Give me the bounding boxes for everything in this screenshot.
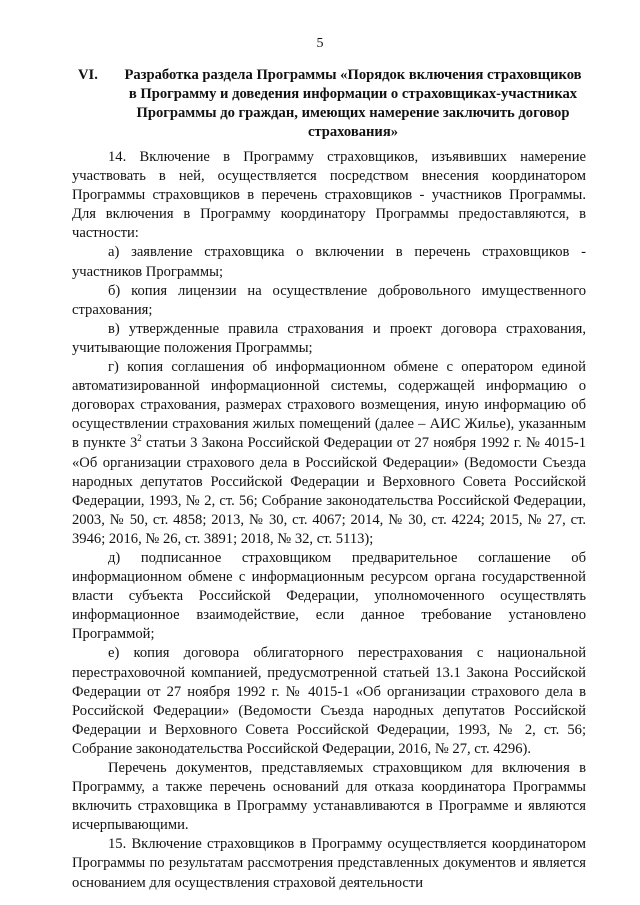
list-item-e: е) копия договора облигаторного перестрахования с национальной перестраховочной компанией, предусмотренной статьей 13.1 Закона Российской Федерации от 27 ноября 1992 г. № 4015-1 «Об организации страхового дела в Российской Федерации» (Ведомости Съезда народных депутатов Российской Федерации и Верховного Совета Российской Федерации, 1993, № 2, ст. 56; Собрание законодательства Российской Федерации, 2016, № 27, ст. 4296). (72, 645, 586, 757)
list-item-b: б) копия лицензии на осуществление добровольного имущественного страхования; (72, 282, 586, 318)
superscript-2: 2 (137, 433, 142, 444)
page-number: 5 (316, 36, 324, 51)
paragraph-15: 15. Включение страховщиков в Программу осуществляется координатором Программы по результатам рассмотрения представленных документов и является основанием для осуществления страховой деятельности (72, 836, 586, 891)
paragraph-14: 14. Включение в Программу страховщиков, изъявивших намерение участвовать в ней, осуществляется посредством внесения координатором Программы страховщиков в перечень страховщиков - участников Программы. Для включения в Программу координатору Программы предоставляются, в частности: (72, 149, 586, 242)
section-number: VI. (78, 67, 98, 83)
section-title: Разработка раздела Программы «Порядок включения страховщиков в Программу и доведения информации о страховщиках-участниках Программы до граждан, имеющих намерение заключить договор страхования» (124, 67, 582, 140)
list-item-g (72, 358, 586, 549)
list-item-v: в) утвержденные правила страхования и проект договора страхования, учитывающие положения Программы; (72, 320, 586, 356)
document-body (72, 148, 586, 893)
list-item-a: а) заявление страховщика о включении в перечень страховщиков - участников Программы; (72, 244, 586, 280)
list-item-g-part1: г) копия соглашения об информационном обмене с оператором единой автоматизированной информационной системы, содержащей информацию о договорах страхования, размерах страхового возмещения, иную информацию об осуществлении страхования жилых помещений (далее – АИС Жилье), указанным в пункте 3 (72, 359, 586, 452)
list-item-d: д) подписанное страховщиком предварительное соглашение об информационном обмене с информационным ресурсом органа государственной власти субъекта Российской Федерации, уполномоченного осуществлять информационное взаимодействие, если данное требование установлено Программой; (72, 549, 586, 643)
documents-list-paragraph: Перечень документов, представляемых страховщиком для включения в Программу, а также перечень оснований для отказа координатора Программы включить страховщика в Программу устанавливаются в Программе и являются исчерпывающими. (72, 760, 586, 834)
section-heading (78, 66, 584, 142)
list-item-g-part2: статьи 3 Закона Российской Федерации от 27 ноября 1992 г. № 4015-1 «Об организации страхового дела в Российской Федерации» (Ведомости Съезда народных депутатов Российской Федерации и Верховного Совета Российской Федерации, 1993, № 2, ст. 56; Собрание законодательства Российской Федерации, 2003, № 50, ст. 4858; 2013, № 30, ст. 4067; 2014, № 30, ст. 4224; 2015, № 27, ст. 3946; 2016, № 26, ст. 3891; 2018, № 32, ст. 5113); (72, 435, 586, 547)
